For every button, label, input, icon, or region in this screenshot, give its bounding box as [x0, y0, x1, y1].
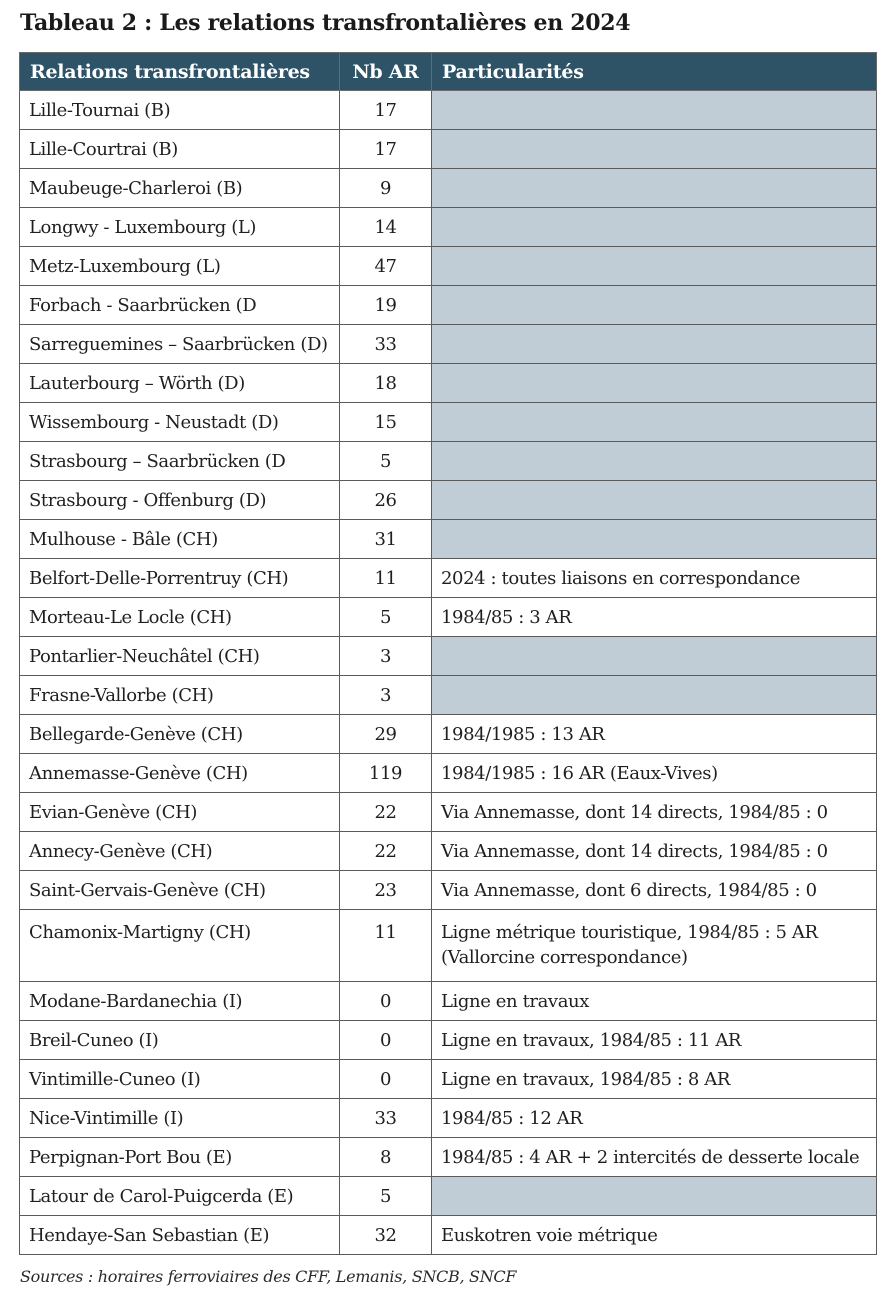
particularites-cell: Euskotren voie métrique: [432, 1216, 877, 1255]
nb-ar-cell: 29: [340, 715, 432, 754]
relation-cell: Saint-Gervais-Genève (CH): [20, 871, 340, 910]
table-row: [20, 676, 877, 715]
table-row: [20, 442, 877, 481]
table-row: [20, 403, 877, 442]
particularites-cell: Via Annemasse, dont 6 directs, 1984/85 : 0: [432, 871, 877, 910]
relation-cell: Pontarlier-Neuchâtel (CH): [20, 637, 340, 676]
particularites-cell: [432, 208, 877, 247]
nb-ar-cell: 22: [340, 793, 432, 832]
particularites-cell: Ligne en travaux, 1984/85 : 11 AR: [432, 1021, 877, 1060]
nb-ar-cell: 19: [340, 286, 432, 325]
table-row: [20, 520, 877, 559]
table-row: [20, 1021, 877, 1060]
table-title: Tableau 2 : Les relations transfrontalières en 2024: [20, 10, 631, 36]
table-row: [20, 247, 877, 286]
nb-ar-cell: 17: [340, 130, 432, 169]
relation-cell: Sarreguemines – Saarbrücken (D): [20, 325, 340, 364]
relation-cell: Nice-Vintimille (I): [20, 1099, 340, 1138]
table-row: [20, 598, 877, 637]
relation-cell: Mulhouse - Bâle (CH): [20, 520, 340, 559]
particularites-cell: [432, 325, 877, 364]
particularites-cell: [432, 364, 877, 403]
table-header-row: [20, 53, 877, 91]
nb-ar-cell: 8: [340, 1138, 432, 1177]
particularites-cell: [432, 169, 877, 208]
nb-ar-cell: 0: [340, 1021, 432, 1060]
table-row: [20, 1060, 877, 1099]
relation-cell: Lille-Courtrai (B): [20, 130, 340, 169]
sources-note: Sources : horaires ferroviaires des CFF, Lemanis, SNCB, SNCF: [20, 1267, 517, 1286]
table-row: [20, 1216, 877, 1255]
particularites-cell: [432, 286, 877, 325]
nb-ar-cell: 5: [340, 598, 432, 637]
relation-cell: Frasne-Vallorbe (CH): [20, 676, 340, 715]
relation-cell: Evian-Genève (CH): [20, 793, 340, 832]
cross-border-relations-table: [19, 52, 877, 1255]
relation-cell: Belfort-Delle-Porrentruy (CH): [20, 559, 340, 598]
table-row: [20, 982, 877, 1021]
nb-ar-cell: 15: [340, 403, 432, 442]
nb-ar-cell: 33: [340, 1099, 432, 1138]
particularites-cell: [432, 91, 877, 130]
table-row: [20, 481, 877, 520]
relation-cell: Lauterbourg – Wörth (D): [20, 364, 340, 403]
table-row: [20, 130, 877, 169]
particularites-cell: [432, 1177, 877, 1216]
table-row: [20, 1138, 877, 1177]
relation-cell: Annecy-Genève (CH): [20, 832, 340, 871]
table-row: [20, 910, 877, 982]
relation-cell: Maubeuge-Charleroi (B): [20, 169, 340, 208]
particularites-cell: [432, 130, 877, 169]
relation-cell: Perpignan-Port Bou (E): [20, 1138, 340, 1177]
particularites-cell: 1984/1985 : 16 AR (Eaux-Vives): [432, 754, 877, 793]
nb-ar-cell: 18: [340, 364, 432, 403]
nb-ar-cell: 23: [340, 871, 432, 910]
table-row: [20, 286, 877, 325]
particularites-cell: 1984/85 : 3 AR: [432, 598, 877, 637]
relation-cell: Lille-Tournai (B): [20, 91, 340, 130]
table-row: [20, 169, 877, 208]
relation-cell: Morteau-Le Locle (CH): [20, 598, 340, 637]
relation-cell: Wissembourg - Neustadt (D): [20, 403, 340, 442]
nb-ar-cell: 11: [340, 559, 432, 598]
relation-cell: Bellegarde-Genève (CH): [20, 715, 340, 754]
table-row: [20, 325, 877, 364]
nb-ar-cell: 22: [340, 832, 432, 871]
table-row: [20, 832, 877, 871]
nb-ar-cell: 14: [340, 208, 432, 247]
nb-ar-cell: 17: [340, 91, 432, 130]
relation-cell: Strasbourg – Saarbrücken (D: [20, 442, 340, 481]
table-row: [20, 793, 877, 832]
relation-cell: Metz-Luxembourg (L): [20, 247, 340, 286]
nb-ar-cell: 119: [340, 754, 432, 793]
nb-ar-cell: 5: [340, 1177, 432, 1216]
particularites-cell: [432, 442, 877, 481]
nb-ar-cell: 9: [340, 169, 432, 208]
particularites-cell: [432, 403, 877, 442]
particularites-cell: [432, 247, 877, 286]
particularites-cell: Ligne en travaux, 1984/85 : 8 AR: [432, 1060, 877, 1099]
table-row: [20, 559, 877, 598]
particularites-cell: [432, 481, 877, 520]
header-nb-ar: Nb AR: [340, 53, 432, 91]
table-row: [20, 715, 877, 754]
nb-ar-cell: 0: [340, 1060, 432, 1099]
particularites-cell: Ligne en travaux: [432, 982, 877, 1021]
table-row: [20, 871, 877, 910]
particularites-cell: [432, 520, 877, 559]
table-row: [20, 754, 877, 793]
nb-ar-cell: 3: [340, 676, 432, 715]
nb-ar-cell: 47: [340, 247, 432, 286]
header-particularites: Particularités: [432, 53, 877, 91]
nb-ar-cell: 31: [340, 520, 432, 559]
relation-cell: Breil-Cuneo (I): [20, 1021, 340, 1060]
table-row: [20, 208, 877, 247]
table-row: [20, 1099, 877, 1138]
header-relations: Relations transfrontalières: [20, 53, 340, 91]
particularites-cell: 1984/1985 : 13 AR: [432, 715, 877, 754]
relation-cell: Chamonix-Martigny (CH): [20, 910, 340, 982]
relation-cell: Vintimille-Cuneo (I): [20, 1060, 340, 1099]
particularites-cell: [432, 676, 877, 715]
particularites-cell: 1984/85 : 4 AR + 2 intercités de desserte locale: [432, 1138, 877, 1177]
particularites-cell: 2024 : toutes liaisons en correspondance: [432, 559, 877, 598]
table-row: [20, 91, 877, 130]
particularites-cell: Via Annemasse, dont 14 directs, 1984/85 : 0: [432, 793, 877, 832]
nb-ar-cell: 11: [340, 910, 432, 982]
nb-ar-cell: 5: [340, 442, 432, 481]
particularites-cell: Via Annemasse, dont 14 directs, 1984/85 : 0: [432, 832, 877, 871]
particularites-cell: Ligne métrique touristique, 1984/85 : 5 AR (Vallorcine correspondance): [432, 910, 877, 982]
particularites-cell: [432, 637, 877, 676]
nb-ar-cell: 0: [340, 982, 432, 1021]
relation-cell: Hendaye-San Sebastian (E): [20, 1216, 340, 1255]
relation-cell: Latour de Carol-Puigcerda (E): [20, 1177, 340, 1216]
nb-ar-cell: 32: [340, 1216, 432, 1255]
nb-ar-cell: 33: [340, 325, 432, 364]
table-row: [20, 364, 877, 403]
relation-cell: Modane-Bardanechia (I): [20, 982, 340, 1021]
nb-ar-cell: 3: [340, 637, 432, 676]
particularites-cell: 1984/85 : 12 AR: [432, 1099, 877, 1138]
nb-ar-cell: 26: [340, 481, 432, 520]
table-row: [20, 1177, 877, 1216]
relation-cell: Annemasse-Genève (CH): [20, 754, 340, 793]
table-row: [20, 637, 877, 676]
relation-cell: Longwy - Luxembourg (L): [20, 208, 340, 247]
relation-cell: Forbach - Saarbrücken (D: [20, 286, 340, 325]
relation-cell: Strasbourg - Offenburg (D): [20, 481, 340, 520]
